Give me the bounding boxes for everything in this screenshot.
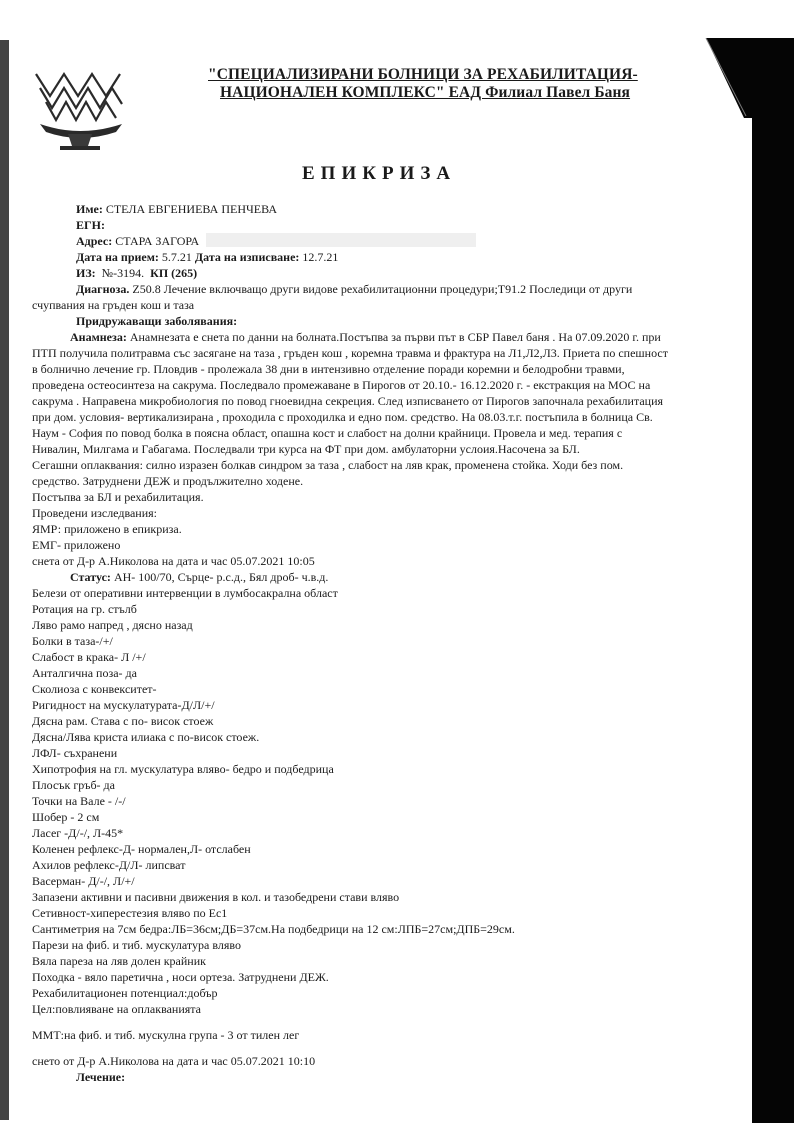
iz-label: ИЗ: [76, 266, 96, 280]
hospital-logo-icon [30, 66, 130, 152]
kp-label: КП (265) [150, 266, 198, 280]
status-line: Анталгична поза- да [32, 666, 137, 680]
status-line: Плосък гръб- да [32, 778, 115, 792]
address-value: СТАРА ЗАГОРА [115, 234, 200, 248]
status-line: Васерман- Д/-/, Л/+/ [32, 874, 135, 888]
patient-name-row [32, 201, 746, 217]
scan-edge-right [752, 38, 794, 1123]
admission-value: 5.7.21 [161, 250, 192, 264]
anamnesis-line: Анамнезата е снета по данни на болната.Постъпва за първи път в СБР Павел баня . На 07.09.2020 г. при [129, 330, 661, 344]
status-line: Шобер - 2 см [32, 810, 100, 824]
mmt-line: ММТ:на фиб. и тиб. мускулна група - 3 от тилен лег [32, 1028, 300, 1042]
status-line: Хипотрофия на гл. мускулатура вляво- бедро и подбедрица [32, 762, 334, 776]
anamnesis-line: ЯМР: приложено в епикриза. [32, 522, 182, 536]
egn-row [32, 217, 746, 233]
diagnosis-line1: Z50.8 Лечение включващо други видове рехабилитационни процедури;T91.2 Последици от други [132, 282, 633, 296]
status-line: Сетивност-хиперестезия вляво по Ес1 [32, 906, 228, 920]
status-line: Дясна рам. Става с по- висок стоеж [32, 714, 214, 728]
anamnesis-line: проведена остеосинтеза на сакрума. Последвало промежаване в Пирогов от 20.10.- 16.12.2020 г. - екстракция на МОС на [32, 378, 651, 392]
document-title: ЕПИКРИЗА [302, 163, 457, 184]
anamnesis-line: Сегашни оплаквания: силно изразен болкав синдром за таза , слабост на ляв крак, променена стойка. Ходи без пом. [32, 458, 624, 472]
egn-label: ЕГН: [76, 218, 105, 232]
name-value: СТЕЛА ЕВГЕНИЕВА ПЕНЧЕВА [105, 202, 278, 216]
status-line: Цел:повлияване на оплакванията [32, 1002, 201, 1016]
status-line: Ласег -Д/-/, Л-45* [32, 826, 124, 840]
redaction-box [206, 233, 476, 247]
exam-signature: снето от Д-р А.Николова на дата и час 05.07.2021 10:10 [32, 1054, 316, 1068]
discharge-label: Дата на изписване: [194, 250, 300, 264]
anamnesis-line: при дом. условия- вертикализирана , проходила с проходилка и едно пом. средство. На 08.03.т.г. постъпила в болница Св. [32, 410, 653, 424]
status-line: Парези на фиб. и тиб. мускулатура вляво [32, 938, 241, 952]
anamnesis-line: ПТП получила политравма със засягане на таза , гръден кош , коремна травма и фрактура на Л1,Л2,Л3. Приета по спешност [32, 346, 668, 360]
status-label: Статус: [70, 570, 111, 584]
hospital-name-line2: НАЦИОНАЛЕН КОМПЛЕКС" ЕАД Филиал Павел Баня [220, 84, 631, 101]
admission-label: Дата на прием: [76, 250, 159, 264]
status-line: Ахилов рефлекс-Д/Л- липсват [32, 858, 186, 872]
status-line: Точки на Вале - /-/ [32, 794, 126, 808]
diagnosis-label: Диагноза. [76, 282, 130, 296]
status-line: Рехабилитационен потенциал:добър [32, 986, 218, 1000]
status-line: Запазени активни и пасивни движения в кол. и тазобедрени стави вляво [32, 890, 400, 904]
status-line: Ляво рамо напред , дясно назад [32, 618, 193, 632]
address-row [32, 233, 746, 249]
status-line: Походка - вяло паретична , носи ортеза. Затруднени ДЕЖ. [32, 970, 329, 984]
status-first: АН- 100/70, Сърце- р.с.д., Бял дроб- ч.в.д. [113, 570, 329, 584]
diagnosis-row [32, 281, 746, 297]
scan-edge-left [0, 40, 9, 1120]
name-label: Име: [76, 202, 103, 216]
status-line: Вяла пареза на ляв долен крайник [32, 954, 206, 968]
discharge-value: 12.7.21 [302, 250, 339, 264]
anamnesis-line: Наум - София по повод болка в поясна област, опашна кост и слабост на долни крайници. Провела и мед. терапия с [32, 426, 623, 440]
dates-row [32, 249, 746, 265]
anamnesis-line: ЕМГ- приложено [32, 538, 121, 552]
treatment-heading: Лечение: [76, 1070, 126, 1084]
status-line: Дясна/Лява криста илиака с по-висок стоеж. [32, 730, 260, 744]
anamnesis-line: Проведени изследвания: [32, 506, 157, 520]
document-body [32, 201, 746, 1085]
status-line: Ригидност на мускулатурата-Д/Л/+/ [32, 698, 215, 712]
status-line: Сколиоза с конвекситет- [32, 682, 157, 696]
status-row [32, 569, 746, 585]
record-number-row [32, 265, 746, 281]
status-line: Болки в таза-/+/ [32, 634, 113, 648]
status-line: Ротация на гр. стълб [32, 602, 137, 616]
status-line: Коленен рефлекс-Д- нормален,Л- отслабен [32, 842, 251, 856]
status-line: Слабост в крака- Л /+/ [32, 650, 146, 664]
anamnesis-line: сакрума . Направена микробиология по повод гноевидна секреция. След изписването от Пирогов започнала рехабилитация [32, 394, 664, 408]
hospital-name-line1: "СПЕЦИАЛИЗИРАНИ БОЛНИЦИ ЗА РЕХАБИЛИТАЦИЯ- [208, 66, 638, 83]
spacer [32, 1043, 746, 1053]
status-line: Белези от оперативни интервенции в лумбосакрална област [32, 586, 338, 600]
scan-edge-corner [700, 38, 752, 118]
anamnesis-line: в болнично лечение гр. Пловдив - пролежала 38 дни в интензивно отделение поради коремни и белодробни травми, [32, 362, 625, 376]
anamnesis-line: Нивалин, Милгама и Габагама. Последвали три курса на ФТ при дом. амбулаторни услоия.Насочена за БЛ. [32, 442, 580, 456]
diagnosis-line2: счупвания на гръден кош и таза [32, 298, 195, 312]
anamnesis-row [32, 329, 746, 345]
anamnesis-line: средство. Затруднени ДЕЖ и продължително ходене. [32, 474, 304, 488]
anamnesis-label: Анамнеза: [70, 330, 127, 344]
status-line: ЛФЛ- съхранени [32, 746, 118, 760]
address-label: Адрес: [76, 234, 113, 248]
anamnesis-signature: снета от Д-р А.Николова на дата и час 05.07.2021 10:05 [32, 554, 315, 568]
iz-value: №-3194. [101, 266, 145, 280]
spacer [32, 1017, 746, 1027]
comorbid-heading: Придружаващи заболявания: [76, 314, 238, 328]
anamnesis-line: Постъпва за БЛ и рехабилитация. [32, 490, 204, 504]
status-line: Сантиметрия на 7см бедра:ЛБ=36см;ДБ=37см.На подбедрици на 12 см:ЛПБ=27см;ДПБ=29см. [32, 922, 515, 936]
